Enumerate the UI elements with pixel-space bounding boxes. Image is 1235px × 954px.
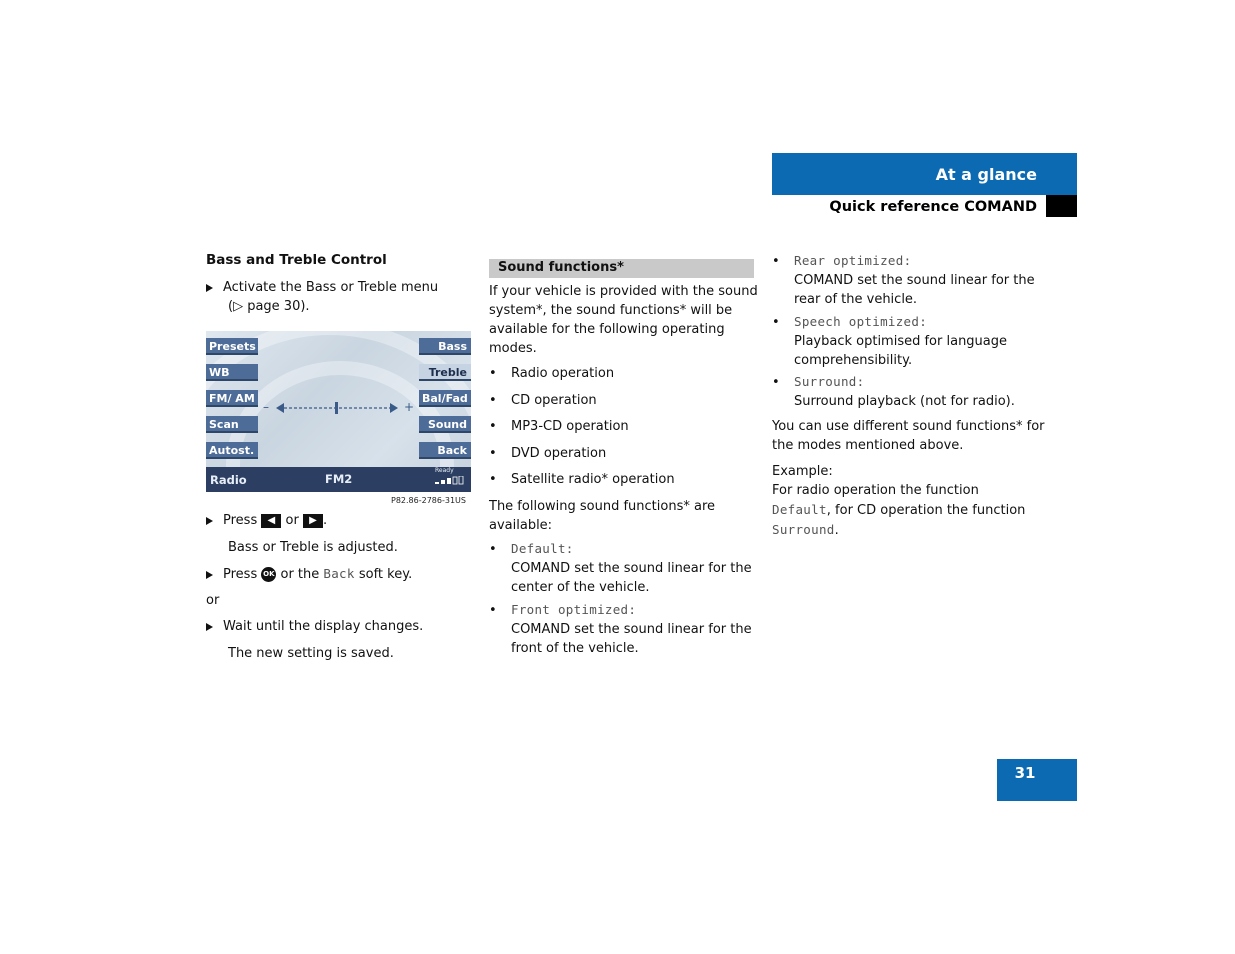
step-arrow-icon [206, 571, 213, 579]
slider-right-arrow-icon [390, 403, 398, 413]
mode-item: • MP3-CD operation [489, 419, 629, 434]
following-text: The following sound functions* are available: [489, 499, 716, 533]
step-arrow-icon [206, 623, 213, 631]
header-marker [1046, 195, 1077, 217]
different-functions-text: You can use different sound functions* for the modes mentioned above. [772, 419, 1045, 453]
mode-item: • CD operation [489, 393, 597, 408]
function-item-rear: • Rear optimized: COMAND set the sound linear for the rear of the vehicle. [772, 253, 1035, 307]
mode-item: • DVD operation [489, 446, 607, 461]
mode-item: • Radio operation [489, 366, 615, 381]
bal-fad-button[interactable]: Bal/Fad [419, 390, 471, 407]
sound-functions-heading: Sound functions* [498, 260, 624, 275]
subsection-header [772, 195, 1077, 217]
treble-button[interactable]: Treble [419, 364, 471, 381]
step-activate-menu [206, 278, 438, 297]
step-wait: Wait until the display changes. [206, 617, 423, 636]
subsection-title: Quick reference COMAND [829, 199, 1037, 215]
back-softkey-label: Back [323, 566, 355, 581]
comand-display-figure [206, 331, 471, 492]
slider-minus: – [263, 400, 269, 414]
sound-button[interactable]: Sound [419, 416, 471, 433]
slider-left-arrow-icon [276, 403, 284, 413]
function-item-surround: • Surround: Surround playback (not for radio). [772, 374, 1015, 409]
sound-functions-heading-bar [489, 259, 754, 278]
autost-button[interactable]: Autost. [206, 442, 258, 459]
page-number: 31 [1014, 764, 1036, 782]
right-arrow-key-icon: ▶ [303, 514, 323, 528]
step-arrow-icon [206, 284, 213, 292]
bass-button[interactable]: Bass [419, 338, 471, 355]
section-title: At a glance [935, 165, 1037, 184]
step-result-adjusted: Bass or Treble is adjusted. [228, 540, 398, 555]
fm-am-button[interactable]: FM/ AM [206, 390, 258, 407]
step-press-arrows: Press ◀ or ▶ . [206, 511, 327, 530]
slider-thumb [335, 402, 338, 414]
status-ready: Ready [435, 467, 454, 474]
back-button[interactable]: Back [419, 442, 471, 459]
step-text: Activate the Bass or Treble menu [223, 280, 439, 295]
signal-strength-icon [435, 476, 467, 486]
step-press-ok: Press OK or the Back soft key. [206, 564, 412, 584]
sound-intro: If your vehicle is provided with the sound system*, the sound functions* will be available for the following operating modes. [489, 284, 758, 356]
status-bar [206, 467, 471, 492]
function-item-front: • Front optimized: COMAND set the sound linear for the front of the vehicle. [489, 602, 752, 656]
presets-button[interactable]: Presets [206, 338, 258, 355]
mode-item: • Satellite radio* operation [489, 472, 675, 487]
figure-reference: P82.86-2786-31US [391, 496, 466, 505]
step-page-ref: (▷ page 30). [228, 299, 310, 314]
bass-treble-heading: Bass and Treble Control [206, 252, 387, 268]
status-band: FM2 [325, 472, 353, 486]
left-arrow-key-icon: ◀ [261, 514, 281, 528]
step-arrow-icon [206, 517, 213, 525]
scan-button[interactable]: Scan [206, 416, 258, 433]
section-header-bar [772, 153, 1077, 195]
page-number-box [997, 759, 1077, 801]
ok-button-icon: OK [261, 567, 276, 582]
status-source: Radio [210, 473, 247, 487]
treble-slider[interactable] [274, 401, 400, 415]
example-block: Example: For radio operation the function Default, for CD operation the function Surround. [772, 464, 1026, 538]
function-item-default: • Default: COMAND set the sound linear for the center of the vehicle. [489, 541, 752, 595]
or-text: or [206, 593, 220, 608]
function-item-speech: • Speech optimized: Playback optimised for language comprehensibility. [772, 314, 1008, 368]
wb-button[interactable]: WB [206, 364, 258, 381]
slider-plus: + [404, 400, 415, 414]
step-result-saved: The new setting is saved. [228, 646, 394, 661]
